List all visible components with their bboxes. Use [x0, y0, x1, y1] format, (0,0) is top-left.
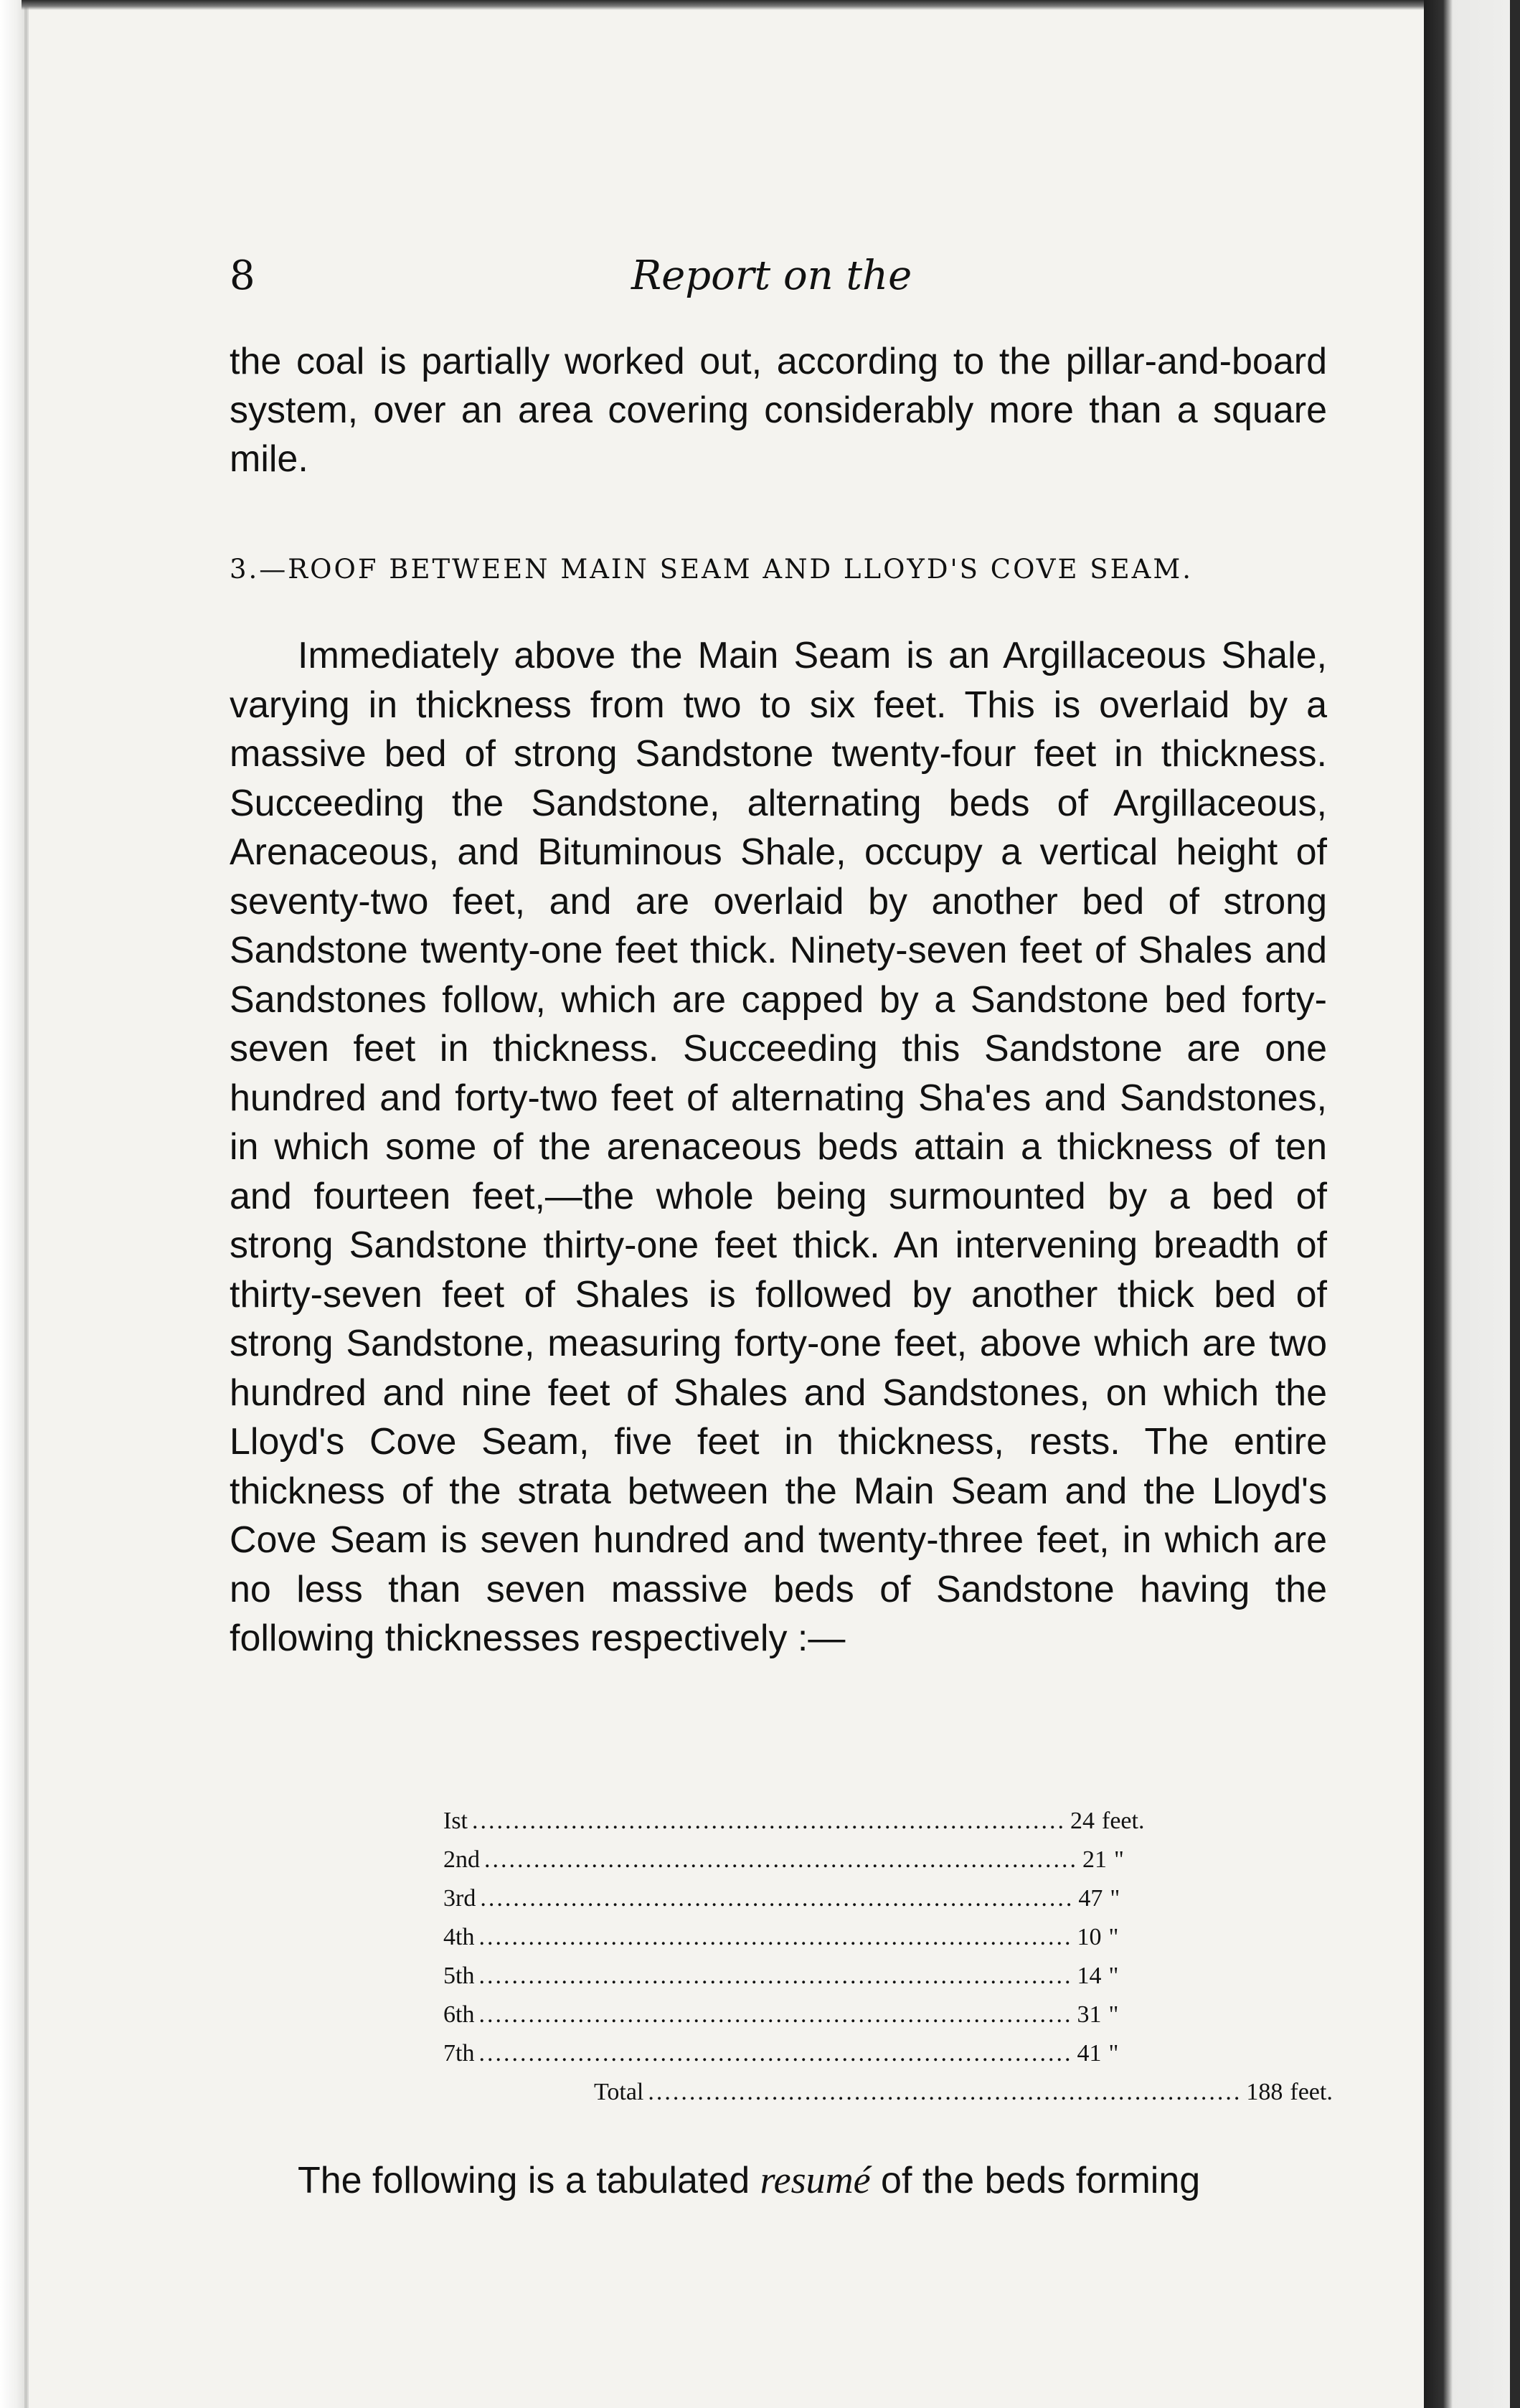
row-value: 10: [1077, 1924, 1102, 1950]
row-label: 4th: [443, 1924, 475, 1950]
table-total-row: [443, 2079, 1333, 2117]
page-top-edge: [22, 0, 1427, 10]
leader-dots: ........................................................................: [472, 1808, 1066, 1834]
page-right-gutter: [1424, 0, 1520, 2408]
row-value: 41: [1077, 2040, 1102, 2067]
closing-italic-word: resumé: [760, 2158, 871, 2201]
main-paragraph: Immediately above the Main Seam is an Argillaceous Shale, varying in thickness from two to six feet. This is overlaid by a massive bed of strong Sandstone twenty-four feet in thickness. Succeeding the Sandstone, alternating beds of Argillaceous, Arenaceous, and Bituminous Shale, occupy a vertical height of seventy-two feet, and are overlaid by another bed of strong Sandstone twenty-one feet thick. Ninety-seven feet of Shales and Sandstones follow, which are capped by a Sandstone bed forty-seven feet in thickness. Succeeding this Sandstone are one hundred and forty-two feet of alternating Sha'es and Sandstones, in which some of the arenaceous beds attain a thickness of ten and fourteen feet,—the whole being surmounted by a bed of strong Sandstone thirty-one feet thick. An intervening breadth of thirty-seven feet of Shales is followed by another thick bed of strong Sandstone, measuring forty-one feet, above which are two hundred and nine feet of Shales and Sandstones, on which the Lloyd's Cove Seam, five feet in thickness, rests. The entire thickness of the strata between the Main Seam and the Lloyd's Cove Seam is seven hundred and twenty-three feet, in which are no less than seven massive beds of Sandstone having the following thicknesses respectively :—: [230, 635, 1327, 1659]
table-row: [443, 2040, 1132, 2079]
table-row: [443, 1846, 1132, 1885]
row-value: 31: [1077, 2001, 1102, 2028]
row-label: Ist: [443, 1808, 468, 1834]
row-value: 24: [1070, 1808, 1095, 1834]
table-row: [443, 1924, 1132, 1963]
leader-dots: ........................................................................: [648, 2079, 1242, 2105]
running-head: Report on the: [631, 252, 912, 299]
table-row: [443, 1808, 1145, 1846]
row-unit: ": [1110, 1885, 1120, 1912]
row-unit: ": [1108, 2001, 1119, 2028]
table-row: [443, 1963, 1132, 2001]
row-value: 47: [1078, 1885, 1103, 1912]
leader-dots: ........................................................................: [478, 2001, 1073, 2028]
closing-line: [230, 2156, 1327, 2205]
leader-dots: ........................................................................: [478, 2040, 1073, 2067]
row-unit: ": [1108, 2040, 1119, 2067]
sandstone-thickness-table: [443, 1808, 1333, 2117]
table-row: [443, 2001, 1132, 2040]
row-label: 7th: [443, 2040, 475, 2067]
total-unit: feet.: [1290, 2079, 1333, 2105]
row-label: 5th: [443, 1963, 475, 1989]
row-label: 3rd: [443, 1885, 476, 1912]
leader-dots: ........................................................................: [478, 1963, 1073, 1989]
total-label: Total: [594, 2079, 644, 2105]
row-value: 14: [1077, 1963, 1102, 1989]
page-right-edge: [1510, 0, 1520, 2408]
row-unit: ": [1108, 1963, 1119, 1989]
row-unit: ": [1108, 1924, 1119, 1950]
leader-dots: ........................................................................: [484, 1846, 1078, 1873]
row-unit: ": [1114, 1846, 1124, 1873]
binding-rule: [24, 0, 27, 2408]
table-row: [443, 1885, 1132, 1924]
row-unit: feet.: [1102, 1808, 1145, 1834]
total-value: 188: [1246, 2079, 1283, 2105]
closing-text-after: of the beds forming: [870, 2160, 1201, 2201]
opening-paragraph: [230, 337, 1327, 483]
row-value: 21: [1082, 1846, 1107, 1873]
leader-dots: ........................................................................: [478, 1924, 1073, 1950]
page-number: 8: [230, 252, 255, 299]
closing-text-before: The following is a tabulated: [298, 2160, 760, 2201]
row-label: 2nd: [443, 1846, 480, 1873]
row-label: 6th: [443, 2001, 475, 2028]
leader-dots: ........................................................................: [480, 1885, 1075, 1912]
opening-text: the coal is partially worked out, according to the pillar-and-board system, over an area covering considerably more than a square mile.: [230, 341, 1327, 480]
section-heading: 3.—ROOF BETWEEN MAIN SEAM AND LLOYD'S COVE SEAM.: [230, 554, 1193, 585]
